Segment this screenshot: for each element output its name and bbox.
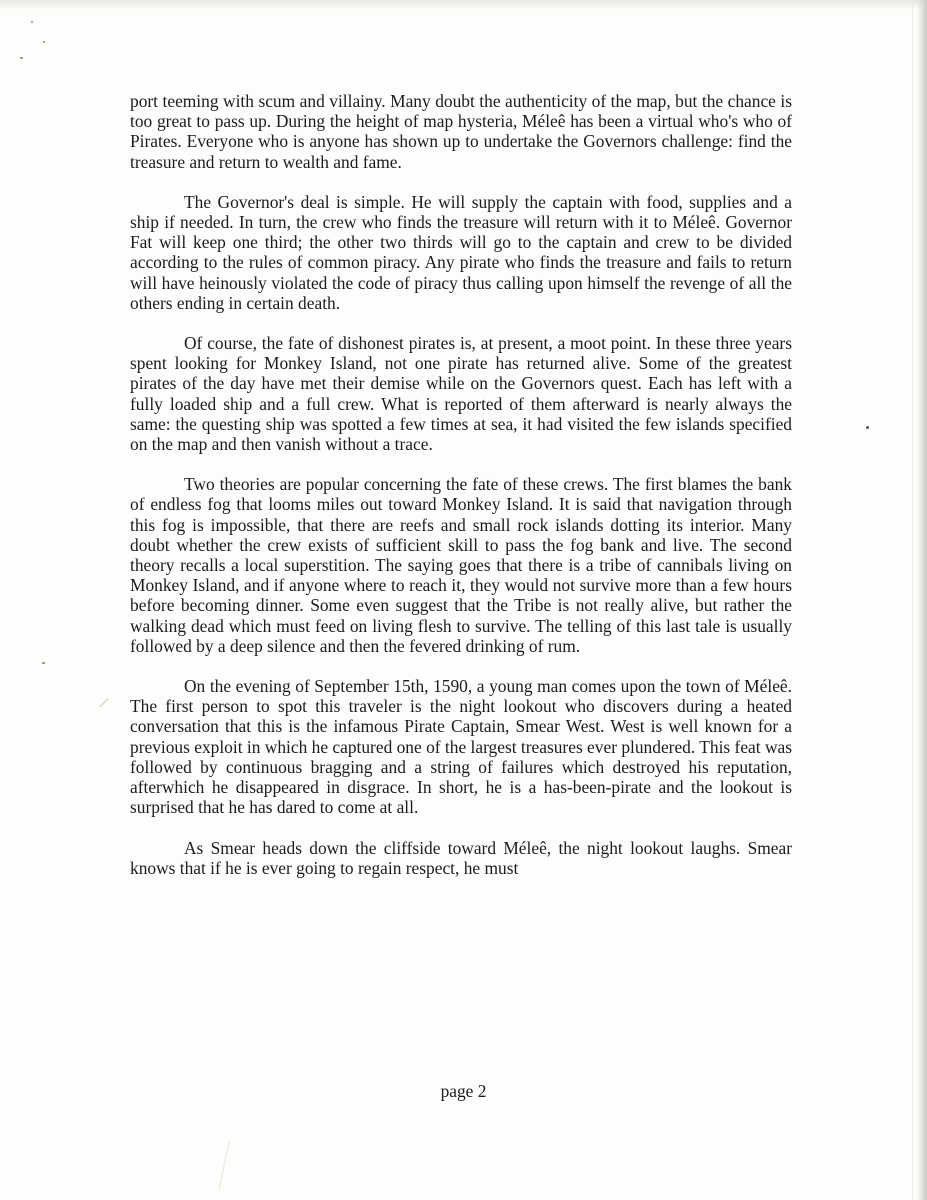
page-number: page 2 xyxy=(440,1081,487,1101)
paragraph: The Governor's deal is simple. He will supply the captain with food, supplies and a ship if needed. In turn, the crew who finds the treasure will return with it to Méleê. Governor Fat will keep one third; the other two thirds will go to the captain and crew to be divided according to the rules of common piracy. Any pirate who finds the treasure and fails to return will have heinously violated the code of piracy thus calling upon himself the revenge of all the others ending in certain death. xyxy=(130,191,792,313)
scan-speck xyxy=(866,426,869,429)
scan-top-shadow xyxy=(0,0,927,10)
scan-speck xyxy=(43,41,45,43)
paragraph: On the evening of September 15th, 1590, a young man comes upon the town of Méleê. The first person to spot this traveler is the night lookout who discovers during a heated conversation that this is the infamous Pirate Captain, Smear West. West is well known for a previous exploit in which he captured one of the largest treasures ever plundered. This feat was followed by continuous bragging and a string of failures which destroyed his reputation, afterwhich he disappeared in disgrace. In short, he is a has-been-pirate and the lookout is surprised that he has dared to come at all. xyxy=(130,676,792,818)
paragraph: Two theories are popular concerning the fate of these crews. The first blames the bank of endless fog that looms miles out toward Monkey Island. It is said that navigation through this fog is impossible, that there are reefs and small rock islands dotting its interior. Many doubt whether the crew exists of sufficient skill to pass the fog bank and live. The second theory recalls a local superstition. The saying goes that there is a tribe of cannibals living on Monkey Island, and if anyone where to reach it, they would not survive more than a few hours before becoming dinner. Some even suggest that the Tribe is not really alive, but rather the walking dead which must feed on living flesh to survive. The telling of this last tale is usually followed by a deep silence and then the fevered drinking of rum. xyxy=(130,474,792,656)
scan-mark xyxy=(219,1140,230,1189)
scan-speck xyxy=(20,57,23,59)
scan-mark xyxy=(100,698,109,707)
paragraph: port teeming with scum and villainy. Many doubt the authenticity of the map, but the chance is too great to pass up. During the height of map hysteria, Méleê has been a virtual who's who of Pirates. Everyone who is anyone has shown up to undertake the Governors challenge: find the treasure and return to wealth and fame. xyxy=(130,91,792,172)
paragraph: Of course, the fate of dishonest pirates is, at present, a moot point. In these three years spent looking for Monkey Island, not one pirate has returned alive. Some of the greatest pirates of the day have met their demise while on the Governors quest. Each has left with a fully loaded ship and a full crew. What is reported of them afterward is nearly always the same: the questing ship was spotted a few times at sea, it had visited the few islands specified on the map and then vanish without a trace. xyxy=(130,333,792,455)
body-text xyxy=(130,91,792,898)
scan-right-edge xyxy=(917,0,927,1200)
scan-speck xyxy=(31,21,33,23)
paragraph: As Smear heads down the cliffside toward Méleê, the night lookout laughs. Smear knows that if he is ever going to regain respect, he must xyxy=(130,837,792,878)
scan-edge-line xyxy=(912,0,913,1200)
scan-speck xyxy=(42,662,45,664)
